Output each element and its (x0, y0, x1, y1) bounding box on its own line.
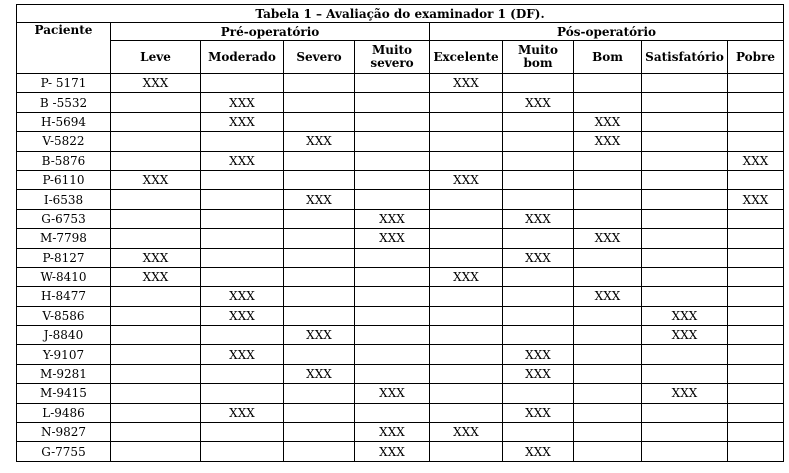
empty-cell (430, 112, 503, 131)
empty-cell (430, 209, 503, 228)
empty-cell (728, 209, 784, 228)
empty-cell (284, 267, 355, 286)
empty-cell (355, 267, 430, 286)
empty-cell (201, 267, 284, 286)
empty-cell (201, 74, 284, 93)
empty-cell (201, 384, 284, 403)
empty-cell (430, 384, 503, 403)
subheader-muito-severo (355, 41, 430, 74)
empty-cell (355, 112, 430, 131)
empty-cell (355, 248, 430, 267)
empty-cell (284, 93, 355, 112)
empty-cell (503, 229, 574, 248)
empty-cell (574, 93, 642, 112)
empty-cell (728, 132, 784, 151)
empty-cell (284, 423, 355, 442)
empty-cell (355, 190, 430, 209)
patient-id-cell: L-9486 (17, 403, 111, 422)
empty-cell (284, 74, 355, 93)
empty-cell (574, 74, 642, 93)
table-row (17, 151, 784, 170)
mark-cell: XXX (728, 151, 784, 170)
patient-id-cell: W-8410 (17, 267, 111, 286)
empty-cell (111, 112, 201, 131)
subheader-bom: Bom (574, 41, 642, 74)
empty-cell (201, 170, 284, 189)
subheader-muito-severo-label: Muito severo (370, 43, 414, 70)
empty-cell (430, 306, 503, 325)
empty-cell (430, 248, 503, 267)
patient-id-cell: B -5532 (17, 93, 111, 112)
patient-id-cell: Y-9107 (17, 345, 111, 364)
mark-cell: XXX (728, 190, 784, 209)
mark-cell: XXX (284, 326, 355, 345)
empty-cell (503, 287, 574, 306)
empty-cell (430, 364, 503, 383)
empty-cell (728, 112, 784, 131)
empty-cell (111, 326, 201, 345)
empty-cell (430, 132, 503, 151)
empty-cell (355, 93, 430, 112)
patient-id-cell: V-5822 (17, 132, 111, 151)
empty-cell (111, 345, 201, 364)
empty-cell (642, 345, 728, 364)
empty-cell (574, 364, 642, 383)
empty-cell (503, 190, 574, 209)
empty-cell (111, 229, 201, 248)
mark-cell: XXX (503, 345, 574, 364)
empty-cell (728, 74, 784, 93)
mark-cell: XXX (201, 151, 284, 170)
table-row (17, 345, 784, 364)
empty-cell (728, 403, 784, 422)
empty-cell (201, 132, 284, 151)
empty-cell (728, 287, 784, 306)
patient-id-cell: H-8477 (17, 287, 111, 306)
table-row (17, 326, 784, 345)
mark-cell: XXX (201, 93, 284, 112)
table-row (17, 190, 784, 209)
empty-cell (111, 423, 201, 442)
empty-cell (642, 112, 728, 131)
mark-cell: XXX (201, 287, 284, 306)
mark-cell: XXX (574, 229, 642, 248)
empty-cell (201, 248, 284, 267)
mark-cell: XXX (284, 364, 355, 383)
mark-cell: XXX (503, 248, 574, 267)
empty-cell (355, 326, 430, 345)
patient-id-cell: B-5876 (17, 151, 111, 170)
empty-cell (642, 190, 728, 209)
empty-cell (355, 364, 430, 383)
empty-cell (430, 93, 503, 112)
empty-cell (284, 229, 355, 248)
patient-id-cell: M-7798 (17, 229, 111, 248)
empty-cell (430, 442, 503, 461)
mark-cell: XXX (430, 423, 503, 442)
table-row (17, 93, 784, 112)
empty-cell (728, 248, 784, 267)
mark-cell: XXX (111, 267, 201, 286)
patient-id-cell: P-8127 (17, 248, 111, 267)
empty-cell (642, 151, 728, 170)
mark-cell: XXX (503, 209, 574, 228)
empty-cell (201, 326, 284, 345)
empty-cell (284, 170, 355, 189)
empty-cell (728, 93, 784, 112)
mark-cell: XXX (430, 170, 503, 189)
table-row (17, 248, 784, 267)
empty-cell (642, 403, 728, 422)
empty-cell (642, 132, 728, 151)
empty-cell (642, 209, 728, 228)
empty-cell (355, 403, 430, 422)
empty-cell (284, 442, 355, 461)
patient-id-cell: M-9415 (17, 384, 111, 403)
empty-cell (574, 151, 642, 170)
mark-cell: XXX (284, 190, 355, 209)
empty-cell (355, 345, 430, 364)
mark-cell: XXX (355, 442, 430, 461)
subheader-satisfatorio: Satisfatório (642, 41, 728, 74)
mark-cell: XXX (574, 132, 642, 151)
empty-cell (503, 326, 574, 345)
empty-cell (430, 229, 503, 248)
mark-cell: XXX (201, 306, 284, 325)
header-postoperative: Pós-operatório (430, 23, 784, 41)
table-row (17, 170, 784, 189)
empty-cell (574, 345, 642, 364)
empty-cell (111, 93, 201, 112)
empty-cell (574, 306, 642, 325)
mark-cell: XXX (642, 306, 728, 325)
empty-cell (503, 74, 574, 93)
subheader-pobre: Pobre (728, 41, 784, 74)
empty-cell (728, 326, 784, 345)
table-row (17, 132, 784, 151)
header-patient: Paciente (17, 23, 111, 74)
empty-cell (574, 248, 642, 267)
empty-cell (642, 74, 728, 93)
empty-cell (201, 190, 284, 209)
header-preoperative: Pré-operatório (111, 23, 430, 41)
empty-cell (642, 267, 728, 286)
empty-cell (574, 423, 642, 442)
mark-cell: XXX (574, 287, 642, 306)
empty-cell (503, 306, 574, 325)
empty-cell (574, 442, 642, 461)
empty-cell (355, 287, 430, 306)
table-row (17, 267, 784, 286)
empty-cell (284, 403, 355, 422)
subheader-severo: Severo (284, 41, 355, 74)
empty-cell (642, 442, 728, 461)
empty-cell (728, 423, 784, 442)
mark-cell: XXX (111, 74, 201, 93)
patient-id-cell: I-6538 (17, 190, 111, 209)
empty-cell (201, 423, 284, 442)
empty-cell (728, 267, 784, 286)
empty-cell (111, 364, 201, 383)
table-row (17, 423, 784, 442)
empty-cell (642, 423, 728, 442)
mark-cell: XXX (503, 442, 574, 461)
subheader-muito-bom-label: Muito bom (517, 43, 559, 70)
empty-cell (430, 190, 503, 209)
empty-cell (355, 170, 430, 189)
empty-cell (642, 170, 728, 189)
subheader-muito-bom (503, 41, 574, 74)
empty-cell (111, 384, 201, 403)
empty-cell (201, 364, 284, 383)
mark-cell: XXX (201, 345, 284, 364)
empty-cell (201, 209, 284, 228)
table-row (17, 403, 784, 422)
empty-cell (355, 132, 430, 151)
empty-cell (574, 190, 642, 209)
empty-cell (574, 326, 642, 345)
mark-cell: XXX (503, 364, 574, 383)
empty-cell (430, 287, 503, 306)
empty-cell (355, 74, 430, 93)
empty-cell (503, 112, 574, 131)
empty-cell (111, 306, 201, 325)
mark-cell: XXX (430, 74, 503, 93)
empty-cell (111, 190, 201, 209)
empty-cell (430, 403, 503, 422)
table-row (17, 384, 784, 403)
table-row (17, 442, 784, 461)
empty-cell (642, 229, 728, 248)
empty-cell (574, 209, 642, 228)
empty-cell (284, 151, 355, 170)
empty-cell (430, 345, 503, 364)
empty-cell (111, 287, 201, 306)
table-row (17, 229, 784, 248)
empty-cell (111, 132, 201, 151)
empty-cell (574, 384, 642, 403)
empty-cell (111, 442, 201, 461)
empty-cell (355, 151, 430, 170)
empty-cell (503, 170, 574, 189)
empty-cell (728, 306, 784, 325)
patient-id-cell: G-7755 (17, 442, 111, 461)
empty-cell (503, 384, 574, 403)
empty-cell (503, 132, 574, 151)
empty-cell (728, 364, 784, 383)
table-title: Tabela 1 – Avaliação do examinador 1 (DF). (17, 5, 784, 23)
mark-cell: XXX (642, 384, 728, 403)
empty-cell (728, 384, 784, 403)
patient-id-cell: N-9827 (17, 423, 111, 442)
mark-cell: XXX (201, 403, 284, 422)
empty-cell (111, 403, 201, 422)
empty-cell (111, 209, 201, 228)
mark-cell: XXX (503, 403, 574, 422)
mark-cell: XXX (111, 170, 201, 189)
empty-cell (728, 442, 784, 461)
empty-cell (574, 403, 642, 422)
mark-cell: XXX (355, 229, 430, 248)
empty-cell (284, 384, 355, 403)
empty-cell (430, 151, 503, 170)
empty-cell (574, 170, 642, 189)
subheader-excelente: Excelente (430, 41, 503, 74)
mark-cell: XXX (111, 248, 201, 267)
empty-cell (728, 345, 784, 364)
empty-cell (728, 229, 784, 248)
empty-cell (642, 364, 728, 383)
empty-cell (201, 442, 284, 461)
subheader-moderado: Moderado (201, 41, 284, 74)
table-row (17, 209, 784, 228)
mark-cell: XXX (355, 209, 430, 228)
empty-cell (111, 151, 201, 170)
patient-id-cell: G-6753 (17, 209, 111, 228)
empty-cell (728, 170, 784, 189)
mark-cell: XXX (201, 112, 284, 131)
table-row (17, 287, 784, 306)
empty-cell (503, 423, 574, 442)
patient-id-cell: P-6110 (17, 170, 111, 189)
empty-cell (284, 306, 355, 325)
table-row (17, 306, 784, 325)
mark-cell: XXX (574, 112, 642, 131)
mark-cell: XXX (503, 93, 574, 112)
mark-cell: XXX (355, 423, 430, 442)
table-container (16, 4, 783, 462)
mark-cell: XXX (642, 326, 728, 345)
patient-id-cell: P- 5171 (17, 74, 111, 93)
patient-id-cell: V-8586 (17, 306, 111, 325)
empty-cell (642, 93, 728, 112)
empty-cell (355, 306, 430, 325)
table-row (17, 364, 784, 383)
empty-cell (284, 287, 355, 306)
empty-cell (642, 287, 728, 306)
mark-cell: XXX (355, 384, 430, 403)
table-body (17, 74, 784, 462)
mark-cell: XXX (430, 267, 503, 286)
empty-cell (503, 267, 574, 286)
empty-cell (284, 112, 355, 131)
empty-cell (284, 248, 355, 267)
empty-cell (642, 248, 728, 267)
empty-cell (430, 326, 503, 345)
patient-id-cell: M-9281 (17, 364, 111, 383)
patient-id-cell: H-5694 (17, 112, 111, 131)
empty-cell (503, 151, 574, 170)
evaluation-table (16, 4, 784, 462)
mark-cell: XXX (284, 132, 355, 151)
table-row (17, 112, 784, 131)
empty-cell (201, 229, 284, 248)
empty-cell (284, 209, 355, 228)
table-row (17, 74, 784, 93)
empty-cell (574, 267, 642, 286)
subheader-leve: Leve (111, 41, 201, 74)
empty-cell (284, 345, 355, 364)
patient-id-cell: J-8840 (17, 326, 111, 345)
